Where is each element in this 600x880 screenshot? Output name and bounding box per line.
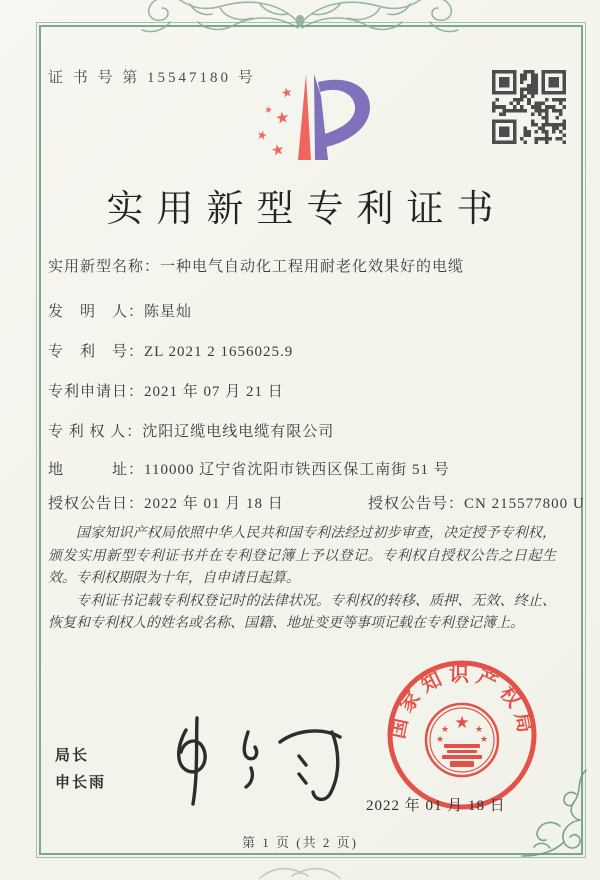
signoff-block <box>55 742 106 796</box>
field-label: 专 利 权 人： <box>48 424 143 440</box>
svg-text:★: ★ <box>435 734 445 744</box>
svg-text:★: ★ <box>279 83 295 101</box>
svg-text:★: ★ <box>274 109 291 128</box>
svg-text:★: ★ <box>454 713 470 732</box>
official-seal <box>383 656 541 814</box>
field-filing-date <box>48 380 558 401</box>
svg-text:★: ★ <box>440 724 450 734</box>
field-value: ZL 2021 2 1656025.9 <box>144 344 294 360</box>
grant-date-label: 授权公告日： <box>48 496 145 512</box>
dragon-ornament-icon <box>100 0 500 46</box>
field-label: 发 明 人： <box>48 304 145 320</box>
bottom-ornament-icon <box>250 862 350 880</box>
svg-text:★: ★ <box>269 141 286 160</box>
field-patent-number <box>48 340 558 361</box>
seal-date: 2022 年 01 月 18 日 <box>366 798 506 814</box>
field-address <box>48 458 558 479</box>
field-patentee <box>48 420 558 441</box>
field-value: 2021 年 07 月 21 日 <box>144 384 284 400</box>
certificate-number: 证 书 号 第 15547180 号 <box>48 70 256 86</box>
field-value: 一种电气自动化工程用耐老化效果好的电缆 <box>160 259 465 275</box>
director-signature <box>150 708 360 813</box>
legal-paragraph-2: 专利证书记载专利权登记时的法律状况。专利权的转移、质押、无效、终止、恢复和专利权人的姓名或名称、国籍、地址变更等事项记载在专利登记簿上。 <box>48 593 556 631</box>
national-emblem-icon <box>426 704 498 776</box>
legal-paragraph-1: 国家知识产权局依照中华人民共和国专利法经过初步审查，决定授予专利权，颁发实用新型专利证书并在专利登记簿上予以登记。专利权自授权公告之日起生效。专利权期限为十年，自申请日起算。 <box>48 526 556 586</box>
grant-date-value: 2022 年 01 月 18 日 <box>144 496 284 512</box>
corner-flourish-icon <box>520 768 590 860</box>
grant-number <box>368 492 585 513</box>
page-number: 第 1 页 (共 2 页) <box>242 835 358 850</box>
certificate-title: 实用新型专利证书 <box>106 189 507 230</box>
field-value: 110000 辽宁省沈阳市铁西区保工南街 51 号 <box>144 462 450 478</box>
field-utility-name <box>48 255 558 276</box>
legal-text <box>48 523 556 636</box>
field-label: 专 利 号： <box>48 344 145 360</box>
field-inventor <box>48 300 558 321</box>
field-label: 实用新型名称： <box>48 259 161 275</box>
field-label: 专利申请日： <box>48 384 145 400</box>
cnipa-logo-icon <box>238 62 378 172</box>
svg-text:★: ★ <box>263 104 274 116</box>
field-value: 陈星灿 <box>144 304 193 320</box>
grant-number-value: CN 215577800 U <box>464 496 585 512</box>
svg-text:★: ★ <box>255 127 269 144</box>
director-name: 申长雨 <box>55 774 107 791</box>
field-grant-row <box>48 492 585 513</box>
svg-text:★: ★ <box>474 724 484 734</box>
seal-ring-text: 国家知识产权局 <box>386 664 538 741</box>
field-label: 地 址： <box>48 462 145 478</box>
director-title: 局长 <box>55 747 90 764</box>
qr-code <box>492 70 566 144</box>
field-value: 沈阳辽缆电线电缆有限公司 <box>142 424 335 440</box>
grant-number-label: 授权公告号： <box>368 496 465 512</box>
svg-text:★: ★ <box>479 734 489 744</box>
